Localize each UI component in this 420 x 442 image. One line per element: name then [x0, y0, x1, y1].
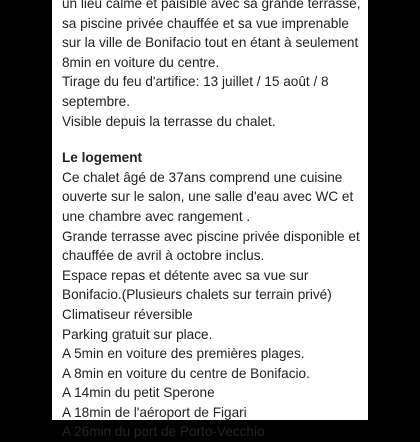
- section-line: A 18min de l'aéroport de Figari: [62, 404, 247, 420]
- section-line: Ce chalet âgé de 37ans comprend une cuisine: [62, 169, 343, 185]
- section-heading: Le logement: [62, 150, 143, 166]
- description-line: 8min en voiture du centre.: [62, 54, 220, 70]
- description-line: sa piscine privée chauffée et sa vue imprenable: [62, 15, 349, 31]
- section-line: Bonifacio.(Plusieurs chalets sur terrain privé): [62, 287, 332, 303]
- description-line: Visible depuis la terrasse du chalet.: [62, 113, 276, 129]
- section-line: Espace repas et détente avec sa vue sur: [62, 267, 309, 283]
- section-line: chauffée de avril à octobre inclus.: [62, 248, 265, 264]
- section-line: Climatiseur réversible: [62, 306, 193, 322]
- section-line: A 8min en voiture du centre de Bonifacio.: [62, 365, 310, 381]
- description-line: un lieu calme et paisible avec sa grande terrasse,: [62, 0, 361, 11]
- section-line: une chambre avec rangement .: [62, 208, 251, 224]
- description-line: sur la ville de Bonifacio tout en étant à seulement: [62, 35, 359, 51]
- section-line: Grande terrasse avec piscine privée disponible et: [62, 228, 360, 244]
- section-line: A 5min en voiture des premières plages.: [62, 346, 305, 362]
- section-line: Parking gratuit sur place.: [62, 326, 213, 342]
- section-line: A 14min du petit Sperone: [62, 385, 215, 401]
- description-line: Tirage du feu d'artifice: 13 juillet / 15 août / 8: [62, 74, 329, 90]
- description-scroll-content[interactable]: [62, 0, 364, 442]
- section-line: A 26min du port de Porto-Vecchio: [62, 424, 265, 440]
- section-line: ouverte sur le salon, une salle d'eau avec WC et: [62, 189, 354, 205]
- paragraph-spacer: [62, 131, 364, 148]
- listing-description-panel: [52, 0, 368, 440]
- description-line: septembre.: [62, 93, 131, 109]
